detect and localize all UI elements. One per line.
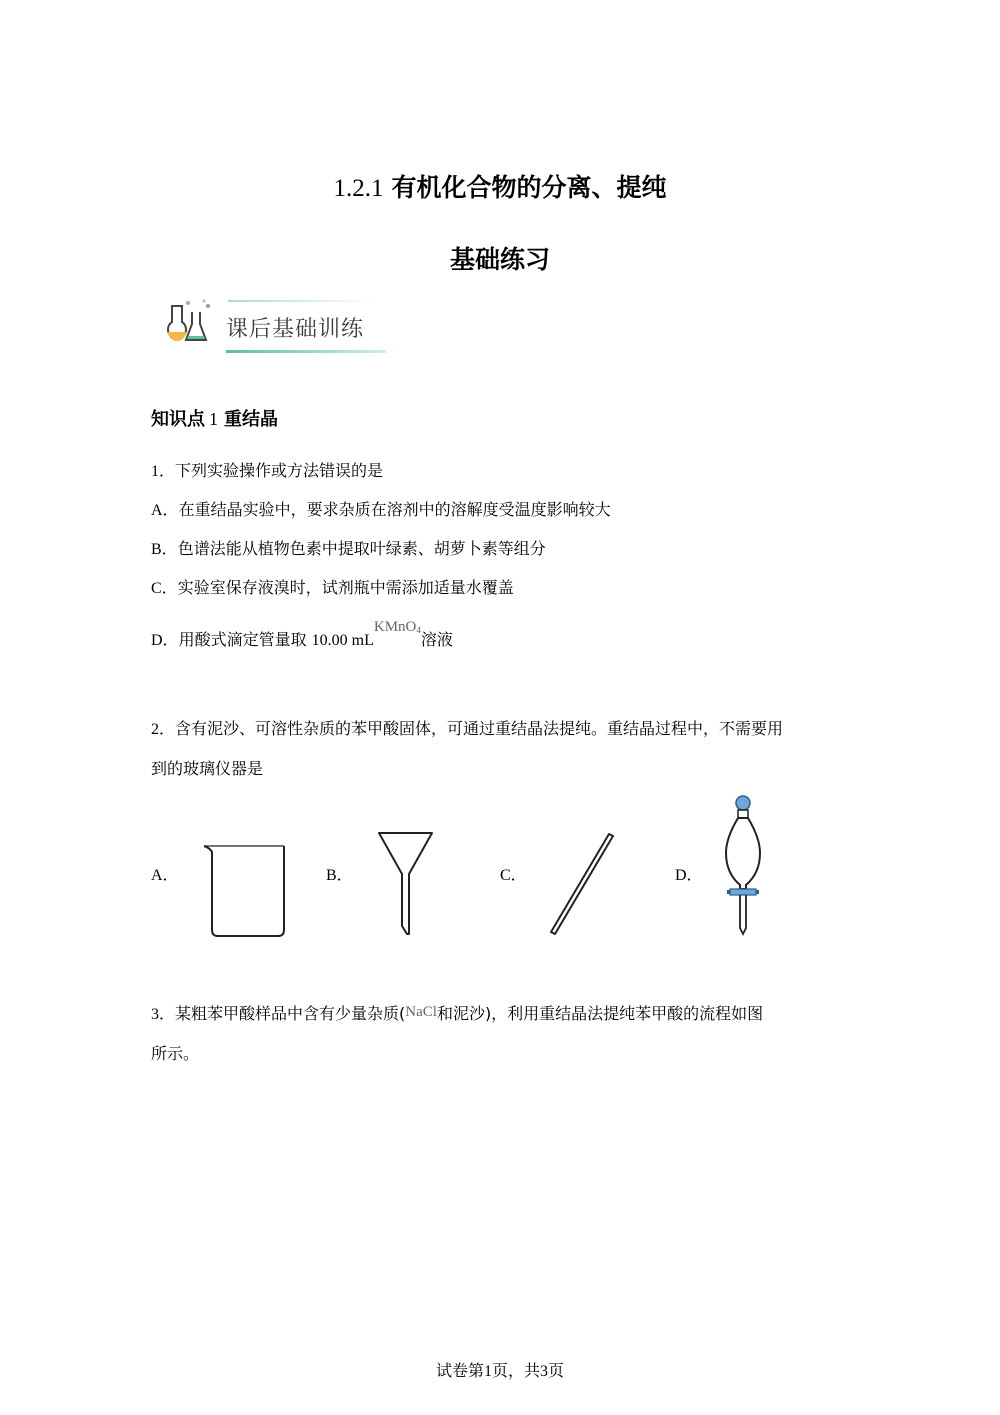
q2-line1: 含有泥沙、可溶性杂质的苯甲酸固体，可通过重结晶法提纯。重结晶过程中，不需要用 (175, 719, 784, 738)
beaker-icon (200, 840, 292, 940)
kp-number: 1 (209, 409, 218, 429)
q3-pre: 某粗苯甲酸样品中含有少量杂质( (175, 1004, 406, 1023)
q1-option-c-text: 实验室保存液溴时，试剂瓶中需添加适量水覆盖 (177, 578, 514, 597)
q2-stem-line2: 到的玻璃仪器是 (151, 759, 264, 778)
nacl-formula: NaCl (405, 1004, 437, 1020)
knowledge-point-heading (151, 405, 278, 431)
q1-stem (151, 461, 383, 482)
q3-stem-line1 (151, 1004, 763, 1025)
banner-underline (226, 350, 386, 353)
page-title (0, 168, 1000, 204)
title-text: 有机化合物的分离、提纯 (391, 173, 667, 202)
banner-label: 课后基础训练 (226, 317, 365, 342)
q1-number: 1． (151, 463, 176, 480)
title-number: 1.2.1 (333, 175, 384, 202)
footer-post: 页 (548, 1361, 565, 1380)
q1-option-d-label: D． (151, 632, 179, 649)
q1-option-c (151, 578, 514, 599)
q1-option-d (151, 619, 453, 652)
q1-option-b-text: 色谱法能从植物色素中提取叶绿素、胡萝卜素等组分 (177, 539, 546, 558)
separatory-funnel-icon (718, 793, 768, 938)
page-footer (0, 1358, 1000, 1381)
footer-pre: 试卷第 (435, 1361, 484, 1380)
q1-option-b-label: B． (151, 541, 178, 558)
page-subtitle: 基础练习 (449, 245, 550, 274)
q2-option-a-label: A． (151, 867, 179, 884)
q2-stem-line1 (151, 719, 783, 740)
kp-prefix: 知识点 (151, 409, 205, 430)
banner-top-line (228, 300, 378, 302)
q3-number: 3． (151, 1006, 176, 1023)
q1-option-c-label: C． (151, 580, 178, 597)
q3-stem-line2: 所示。 (151, 1044, 200, 1063)
q2-number: 2． (151, 721, 176, 738)
q1-option-d-amount: 10.00 mL (311, 632, 374, 649)
q3-post: 和泥沙)，利用重结晶法提纯苯甲酸的流程如图 (436, 1004, 764, 1023)
glass-rod-icon (545, 830, 619, 940)
footer-mid: 页，共 (491, 1361, 540, 1380)
q2-option-d-label: D． (675, 867, 703, 884)
q1-option-a (151, 500, 611, 521)
q1-option-d-post: 溶液 (420, 630, 453, 649)
q1-option-b (151, 539, 546, 560)
kmno4-main: KMnO (373, 619, 417, 635)
kp-name: 重结晶 (224, 409, 278, 430)
funnel-icon (376, 830, 436, 938)
kmno4-formula (374, 619, 421, 635)
kmno4-sub: 4 (416, 625, 421, 635)
q1-option-d-pre: 用酸式滴定管量取 (178, 630, 312, 649)
q2-option-c-label: C． (500, 867, 527, 884)
footer-page-number: 1 (483, 1363, 492, 1380)
q1-option-a-label: A． (151, 502, 179, 519)
q2-option-b-label: B． (326, 867, 353, 884)
footer-total-pages: 3 (540, 1363, 548, 1380)
q1-stem-text: 下列实验操作或方法错误的是 (175, 461, 384, 480)
q1-option-a-text: 在重结晶实验中，要求杂质在溶剂中的溶解度受温度影响较大 (178, 500, 611, 519)
